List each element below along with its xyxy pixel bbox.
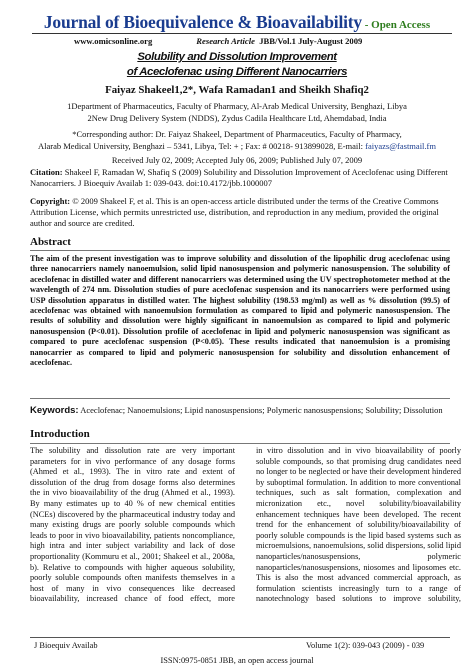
correspondence-line-2 — [0, 140, 474, 152]
abstract-divider — [30, 250, 450, 251]
introduction-right-column: in vitro dissolution and in vivo bioavailability of poorly soluble compounds, so that promising drug candidates need no longer to be neglected or have their development hindered by suboptimal formulation. In addition to more conventional techniques, such as salt formation, complexation and micronization etc., novel solubility/bioavailability enhancement techniques have been developed. The recent trend for the enhancement of solubility/bioavailability of poorly soluble compounds is the lipid based systems such as microemulsions, nanoemulsions, solid dispersions, solid lipid nanoparticles/nanosuspensions, polymeric nanoparticles/nanosuspensions, niosomes and liposomes etc. This is also the most advanced commercial approach, as formulation scientists increasingly turn to a range of nanotechnology based solutions to improve solubility, — [256, 446, 461, 603]
abstract-text: The aim of the present investigation was to improve solubility and dissolution of the lipophilic drug aceclofenac using three nanocarriers namely nanoemulsion, solid lipid nanosuspension and polymeric nanosuspension. The solubility of aceclofenac in distilled water and different nanocarriers was determined using the UV spectrophotometer method at the wavelength of 274 nm. Dissolution studies of pure aceclofenac suspension and its nanocarriers were performed using USP dissolution apparatus in distilled water. The highest solubility (198.53 mg/ml) as well as % dissolution (99.5) of aceclofenac was obtained with nanoemulsion formulation as compared to lipid and polymeric nanosuspension. The results of solubility and dissolution were highly significant in nanoemulsion as compared to lipid and polymeric nanosuspension (P<0.01). Dissolution profile of aceclofenac in lipid and polymeric nanosuspension was significant as compared to pure aceclofenac suspension (P<0.05). These results indicated that nanoemulsion is a promising nanocarrier as compared to lipid and polymeric nanosuspension for solubility and dissolution enhancement of aceclofenac. — [30, 254, 450, 368]
keywords-text: Aceclofenac; Nanoemulsions; Lipid nanosuspensions; Polymeric nanosuspensions; Solubility; Dissolution — [78, 405, 443, 415]
publication-dates: Received July 02, 2009; Accepted July 06, 2009; Published July 07, 2009 — [111, 155, 363, 165]
affiliation-2: 2New Drug Delivery System (NDDS), Zydus Cadila Healthcare Ltd, Ahemdabad, India — [87, 113, 387, 123]
citation-block — [30, 167, 450, 189]
abstract-heading: Abstract — [30, 236, 71, 248]
author-list: Faiyaz Shakeel1,2*, Wafa Ramadan1 and Sheikh Shafiq2 — [105, 84, 369, 96]
citation-label: Citation: — [30, 167, 63, 177]
correspondence-text: Alarab Medical University, Benghazi – 5341, Libya, Tel: + ; Fax: # 00218- 913899028, E-mail: — [38, 141, 366, 151]
journal-name: Journal of Bioequivalence & Bioavailability — [43, 12, 362, 32]
correspondence-line-1: *Corresponding author: Dr. Faiyaz Shakeel, Department of Pharmaceutics, Faculty of Pharmacy, — [72, 129, 402, 139]
footer-journal: J Bioequiv Availab — [34, 641, 98, 650]
header-divider — [32, 33, 452, 34]
footer-issn: ISSN:0975-0851 JBB, an open access journal — [160, 656, 314, 665]
footer-divider — [30, 637, 450, 638]
keywords-divider — [30, 398, 450, 399]
journal-header — [0, 12, 474, 33]
affiliation-1: 1Department of Pharmaceutics, Faculty of Pharmacy, Al-Arab Medical University, Benghazi, Libya — [67, 101, 407, 111]
keywords-line — [30, 405, 450, 416]
footer-volume: Volume 1(2): 039-043 (2009) - 039 — [306, 641, 425, 650]
article-type: Research Article — [196, 36, 255, 46]
introduction-left-column: The solubility and dissolution rate are very important parameters for in vivo performance of any dosage forms (Ahmed et al., 1993). The in vitro rate and extent of dissolution of the drug from dosage forms also determines the in vivo bioavailability of the drug (Ahmed et al., 1993). By many estimates up to 40 % of new chemical entities (NCEs) discovered by the pharmaceutical industry today and many existing drugs are poorly soluble compounds which leads to poor in vivo bioavailability, patients noncompliance, high intra and inter subject variability and lack of dose proportionality (Kommuru et al., 2001; Shakeel et al., 2008a, b). Relative to compounds with higher aqueous solubility, poorly soluble compounds often manifests themselves in a host of many in vivo consequences like decreased bioavailability, increased chance of food effect, more — [30, 446, 235, 603]
open-access-label: - Open Access — [361, 19, 431, 31]
paper-title-line-1: Solubility and Dissolution Improvement — [137, 51, 337, 63]
copyright-block — [30, 196, 450, 229]
introduction-heading: Introduction — [30, 428, 90, 440]
introduction-divider — [30, 443, 450, 444]
email-link[interactable]: faiyazs@fastmail.fm — [365, 141, 436, 151]
copyright-label: Copyright: — [30, 196, 71, 206]
article-meta — [74, 36, 454, 46]
copyright-text: © 2009 Shakeel F, et al. This is an open-access article distributed under the terms of the Creative Commons Attribution License, which permits unrestricted use, distribution, and reproduction in any medium, provided the original author and source are credited. — [30, 196, 439, 228]
citation-text: Shakeel F, Ramadan W, Shafiq S (2009) Solubility and Dissolution Improvement of Aceclofenac using Different Nanocarriers. J Bioequiv Availab 1: 039-043. doi:10.4172/jbb.1000007 — [30, 167, 448, 188]
paper-title-line-2: of Aceclofenac using Different Nanocarriers — [126, 66, 348, 78]
volume-info: JBB/Vol.1 July-August 2009 — [259, 36, 363, 46]
website-link[interactable]: www.omicsonline.org — [74, 36, 153, 46]
keywords-label: Keywords: — [30, 405, 79, 416]
